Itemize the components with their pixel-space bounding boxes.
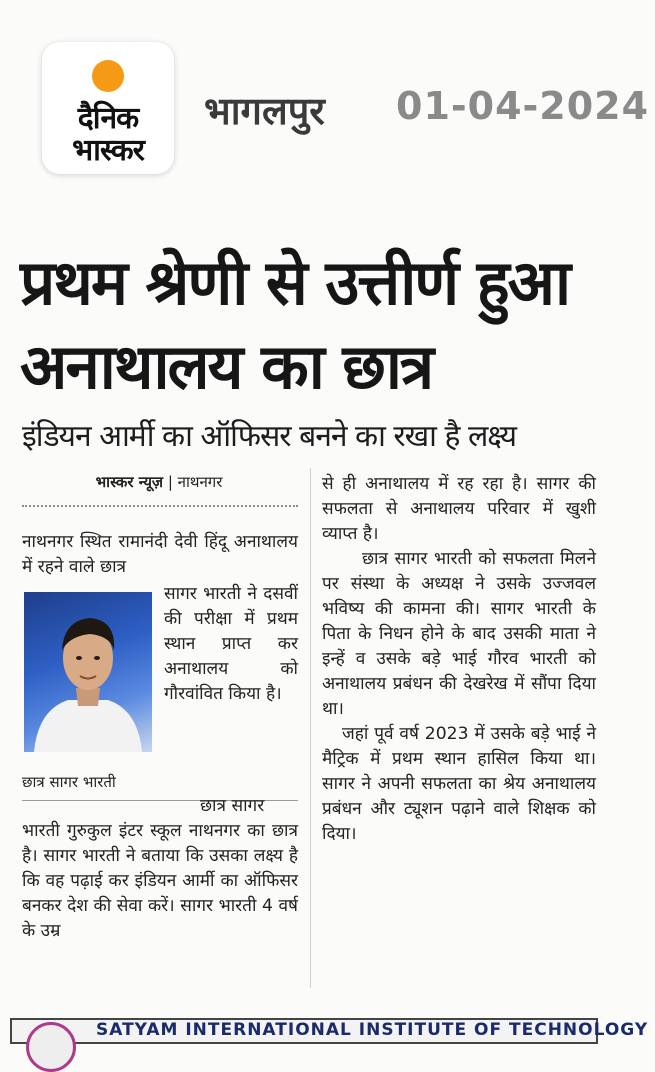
right-column-para1: से ही अनाथालय में रह रहा है। सागर की सफलता से अनाथालय परिवार में खुशी व्याप्त है। — [322, 474, 596, 544]
headline-line-1: प्रथम श्रेणी से उत्तीर्ण हुआ — [20, 246, 569, 319]
byline-source: भास्कर न्यूज़ — [95, 473, 164, 491]
byline-place: नाथनगर — [177, 473, 223, 491]
byline-separator: | — [167, 473, 178, 491]
left-column-para2-start: छात्र सागर — [200, 796, 265, 816]
photo-caption: छात्र सागर भारती — [22, 773, 116, 791]
byline-divider — [22, 505, 298, 507]
student-portrait-icon — [24, 592, 152, 752]
byline — [20, 472, 298, 492]
logo-text-bottom: भास्कर — [72, 133, 144, 168]
sub-headline: इंडियन आर्मी का ऑफिसर बनने का रखा है लक्ष्य — [22, 419, 517, 454]
left-column-para1-top: नाथनगर स्थित रामानंदी देवी हिंदू अनाथालय में रहने वाले छात्र — [22, 532, 298, 577]
logo-text-top: दैनिक — [77, 101, 139, 136]
right-column-para2: छात्र सागर भारती को सफलता मिलने पर संस्था के अध्यक्ष ने उसके उज्जवल भविष्य की कामना की। सागर भारती के पिता के निधन होने के बाद उसकी माता ने इन्हें व उसके बड़े भाई गौरव भारती को अनाथालय प्रबंधन की देखरेख में सौंपा दिया था। — [322, 549, 596, 719]
right-column-para3: जहां पूर्व वर्ष 2023 में उसके बड़े भाई ने मैट्रिक में प्रथम स्थान हासिल किया था। सागर ने अपनी सफलता का श्रेय अनाथालय प्रबंधन और ट्यूशन पढ़ाने वाले शिक्षक को दिया। — [322, 724, 596, 844]
edition-city: भागलपुर — [204, 89, 325, 133]
column-divider — [310, 468, 311, 988]
edition-date: 01-04-2024 — [396, 84, 650, 128]
institute-emblem-icon — [26, 1022, 76, 1072]
student-photo — [24, 592, 152, 752]
footer-ad-text: SATYAM INTERNATIONAL INSTITUTE OF TECHNOLOGY — [96, 1020, 649, 1040]
left-column-para1-wrap: सागर भारती ने दसवीं की परीक्षा में प्रथम स्थान प्राप्त कर अनाथालय को गौरवांवित किया है। — [164, 584, 298, 704]
sun-logo-icon — [92, 60, 124, 92]
headline-line-2: अनाथालय का छात्र — [20, 330, 433, 403]
right-column — [322, 472, 596, 847]
left-column-para2-rest: भारती गुरुकुल इंटर स्कूल नाथनगर का छात्र है। सागर भारती ने बताया कि उसका लक्ष्य है कि वह पढ़ाई कर इंडियन आर्मी का ऑफिसर बनकर देश की सेवा करें। सागर भारती 4 वर्ष के उम्र — [22, 821, 298, 941]
